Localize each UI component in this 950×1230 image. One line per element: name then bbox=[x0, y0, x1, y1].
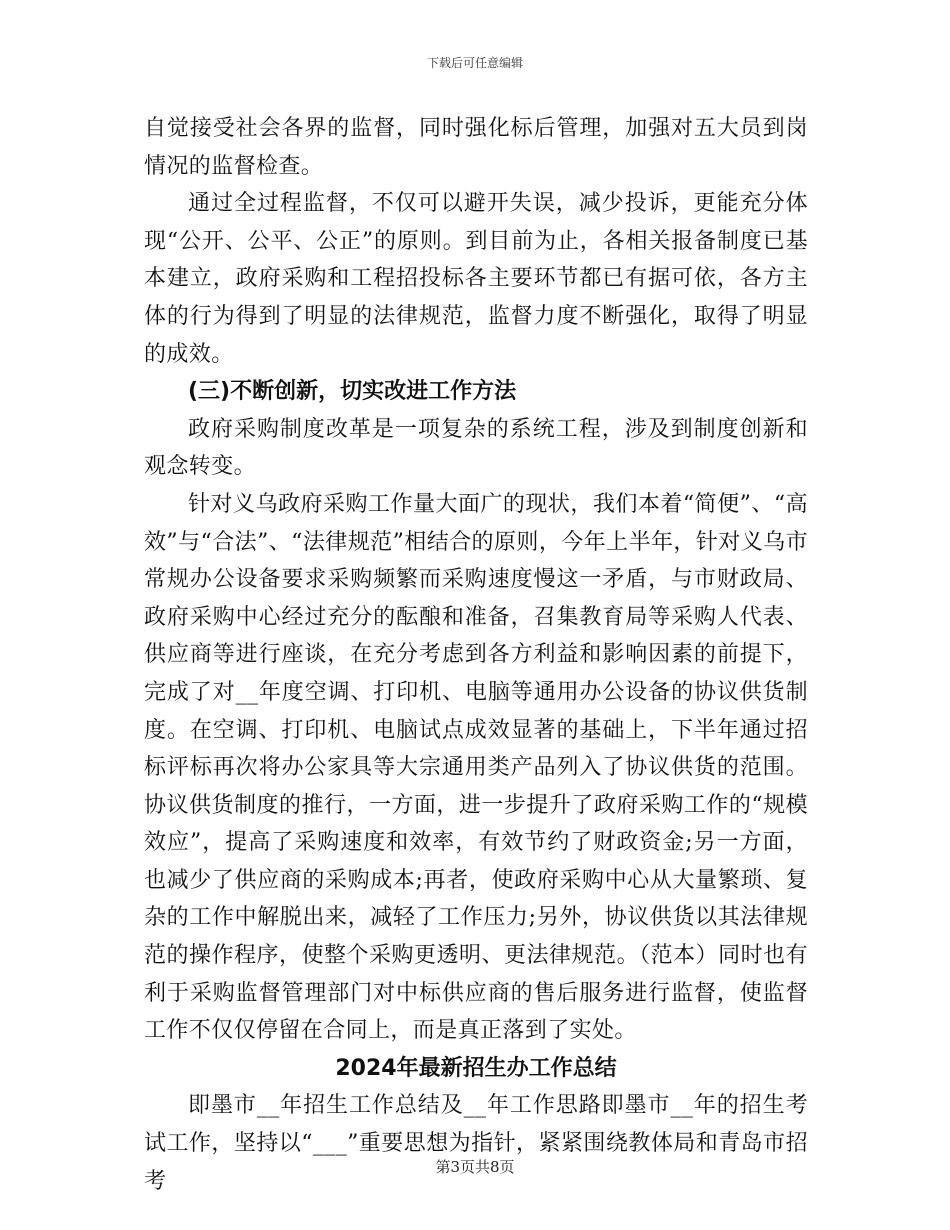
paragraph-reform: 政府采购制度改革是一项复杂的系统工程，涉及到制度创新和观念转变。 bbox=[144, 416, 808, 480]
page-footer: 第3页共8页 bbox=[435, 1158, 515, 1176]
section-heading-innovation: (三)不断创新，切实改进工作方法 bbox=[188, 379, 517, 405]
paragraph-supervision: 通过全过程监督，不仅可以避开失误，减少投诉，更能充分体现“公开、公平、公正”的原则。到目前为止，各相关报备制度已基本建立，政府采购和工程招投标各主要环节都已有据可依，各方主体的行为得到了明显的法律规范，监督力度不断强化，取得了明显的成效。 bbox=[144, 191, 808, 367]
paragraph-agreement-supply: 针对义乌政府采购工作量大面广的现状，我们本着“简便”、“高效”与“合法”、“法律规范”相结合的原则，今年上半年，针对义乌市常规办公设备要求采购频繁而采购速度慢这一矛盾，与市财政局、政府采购中心经过充分的酝酿和准备，召集教育局等采购人代表、供应商等进行座谈，在充分考虑到各方利益和影响因素的前提下，完成了对__年度空调、打印机、电脑等通用办公设备的协议供货制度。在空调、打印机、电脑试点成效显著的基础上，下半年通过招标评标再次将办公家具等大宗通用类产品列入了协议供货的范围。协议供货制度的推行，一方面，进一步提升了政府采购工作的“规模效应”，提高了采购速度和效率，有效节约了财政资金;另一方面，也减少了供应商的采购成本;再者，使政府采购中心从大量繁琐、复杂的工作中解脱出来，减轻了工作压力;另外，协议供货以其法律规范的操作程序，使整个采购更透明、更法律规范。（范本）同时也有利于采购监督管理部门对中标供应商的售后服务进行监督，使监督工作不仅仅停留在合同上，而是真正落到了实处。 bbox=[144, 491, 808, 1044]
page-header: 下载后可任意编辑 bbox=[426, 56, 523, 70]
paragraph-enrollment: 即墨市__年招生工作总结及__年工作思路即墨市__年的招生考试工作，坚持以“___”重要思想为指针，紧紧围绕教体局和青岛市招考 bbox=[144, 1093, 808, 1194]
paragraph-continuation: 自觉接受社会各界的监督，同时强化标后管理，加强对五大员到岗情况的监督检查。 bbox=[144, 116, 808, 179]
page-content bbox=[144, 110, 808, 1200]
document-title: 2024年最新招生办工作总结 bbox=[335, 1055, 617, 1081]
